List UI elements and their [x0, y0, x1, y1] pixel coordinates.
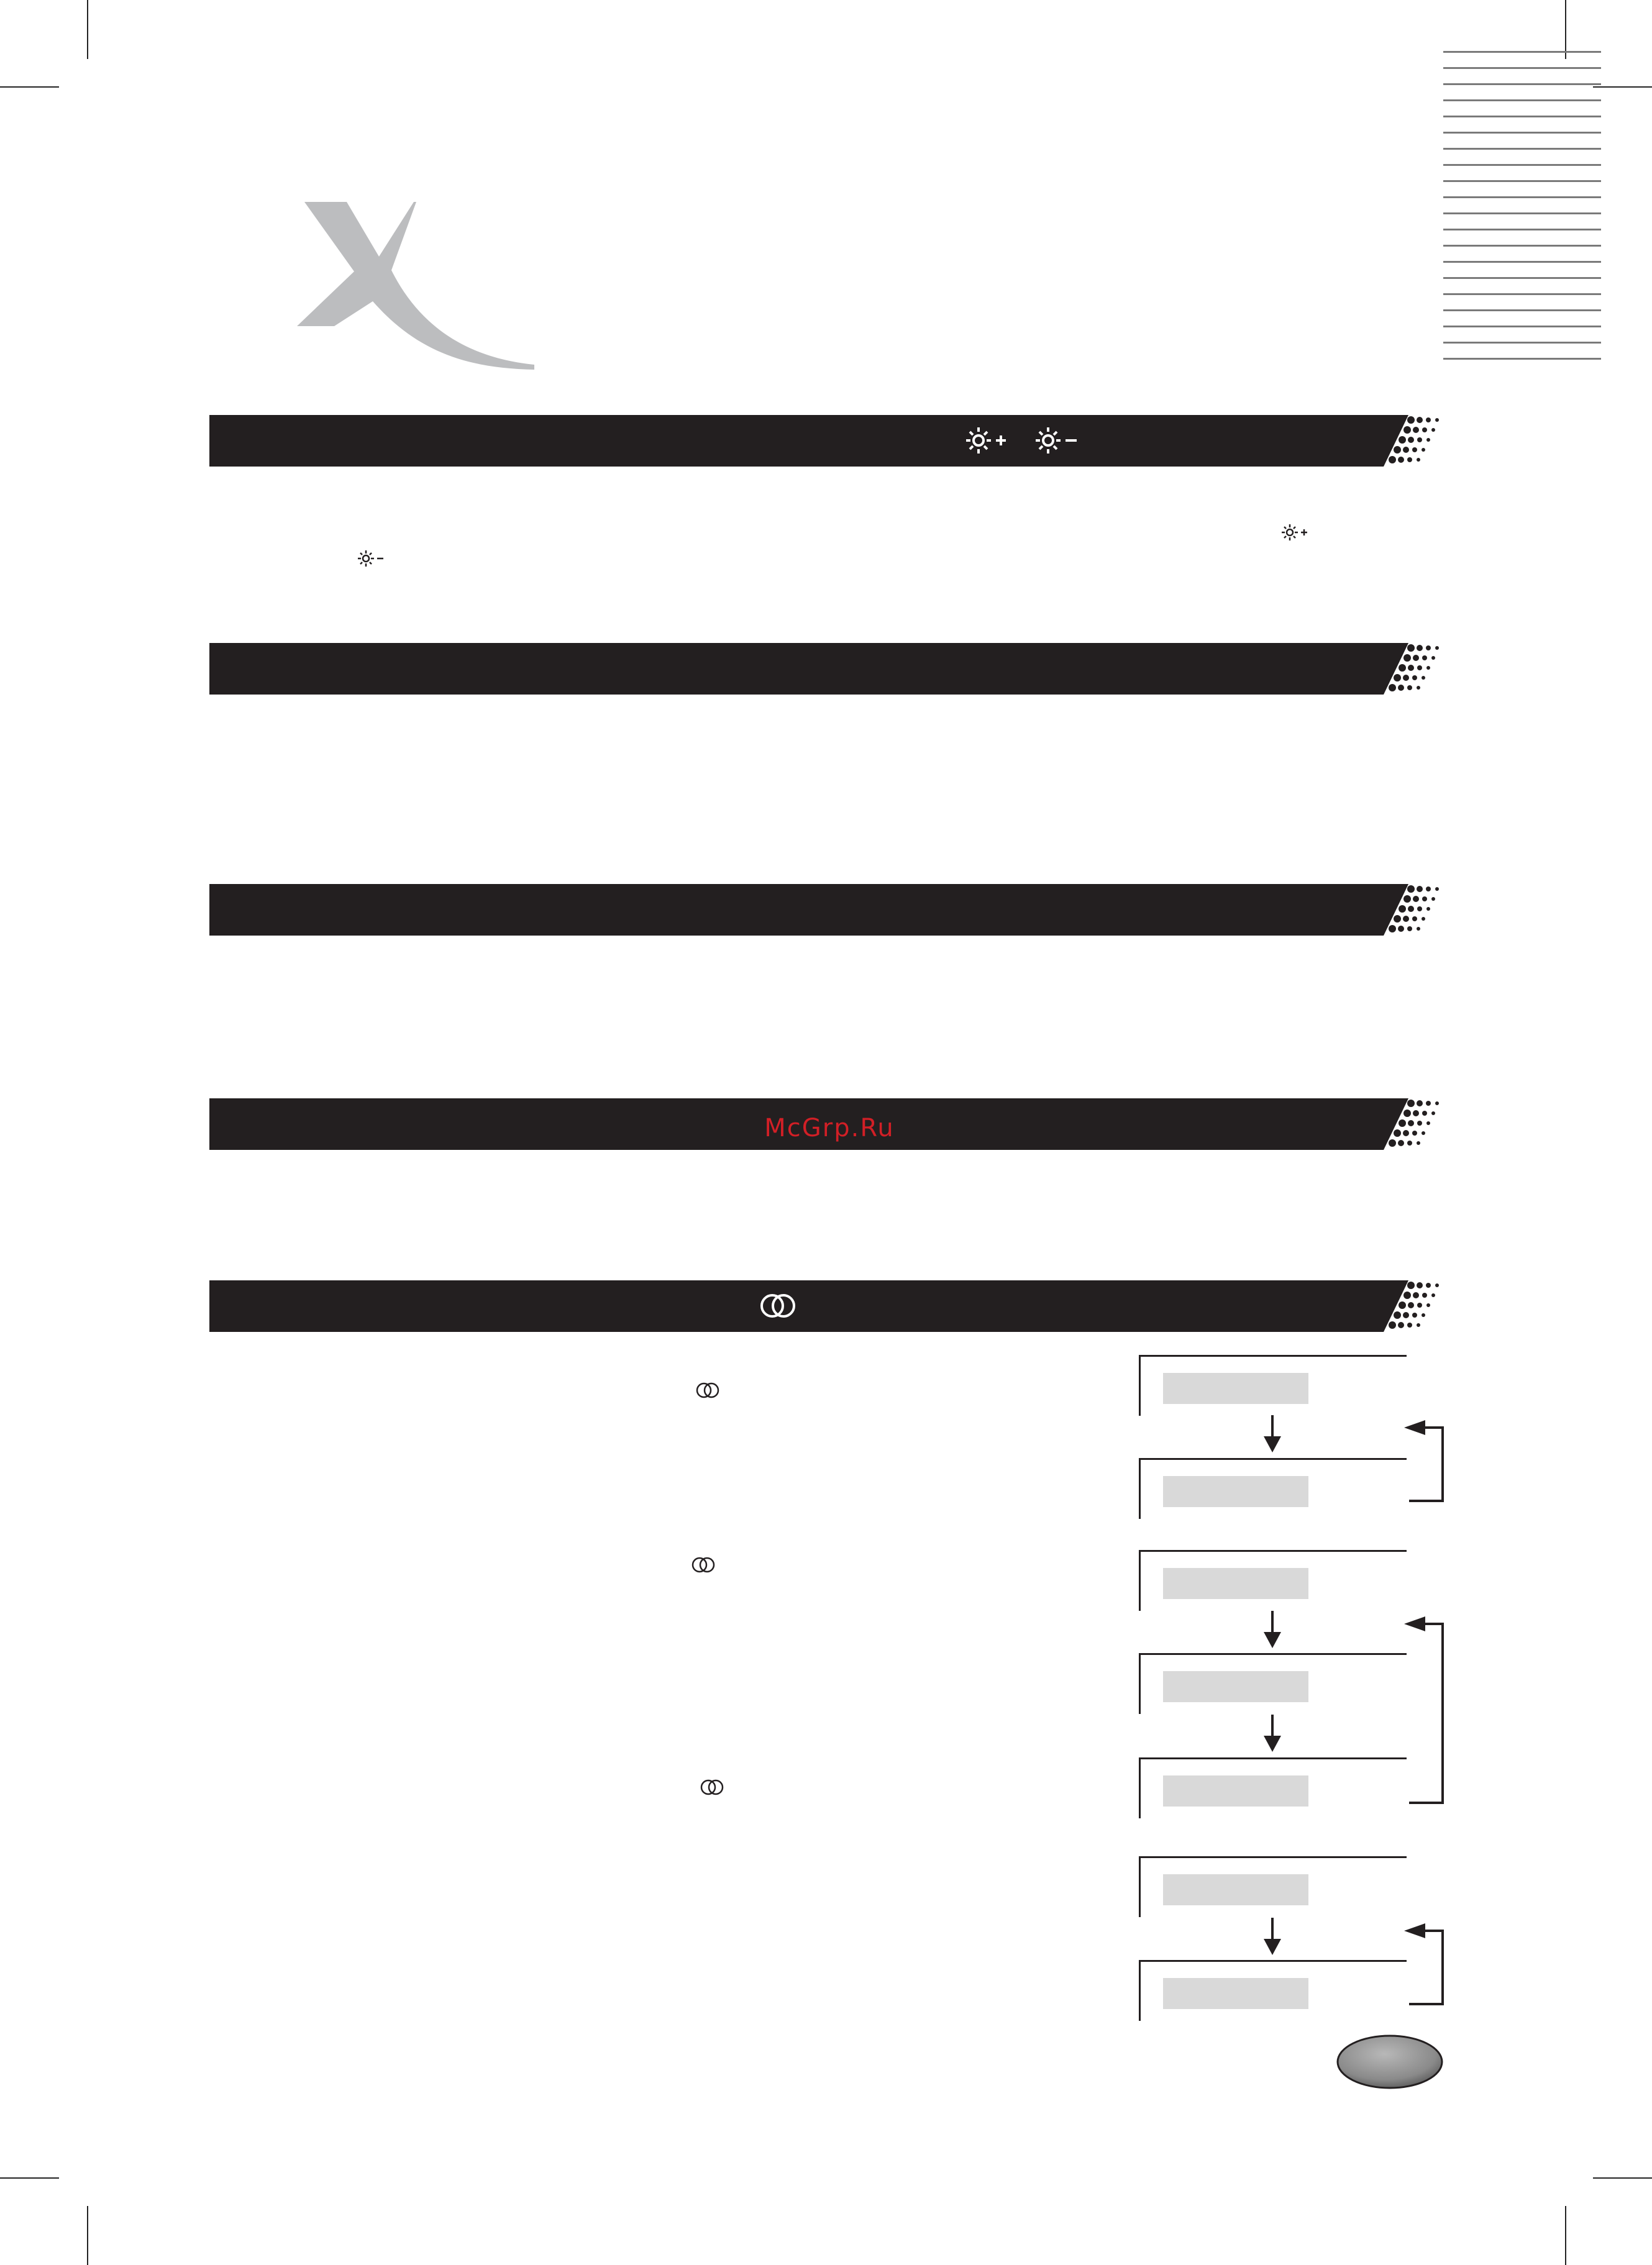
- display-box: [1139, 1856, 1407, 1917]
- brightness-up-icon: [966, 425, 1010, 459]
- display-box: [1139, 1653, 1407, 1714]
- loop-arrow-icon: [1404, 1416, 1446, 1503]
- stripe-tab: [0, 0, 1652, 373]
- dual-circle-icon: [756, 1290, 801, 1324]
- section-bar-2: [209, 643, 1384, 695]
- brightness-down-icon: [1036, 425, 1079, 459]
- crop-mark: [0, 2177, 59, 2179]
- display-box: [1139, 1550, 1407, 1611]
- crop-mark: [1565, 2206, 1566, 2265]
- halftone-dots: [1384, 643, 1443, 695]
- dual-circle-icon: [688, 1554, 718, 1579]
- halftone-dots: [1384, 1098, 1443, 1150]
- loop-arrow-icon: [1404, 1920, 1446, 2007]
- page-number-badge: [1335, 2033, 1445, 2091]
- down-arrow-icon: [1260, 1415, 1285, 1455]
- crop-mark: [1593, 2177, 1652, 2179]
- dual-circle-icon: [697, 1777, 727, 1801]
- watermark-text: McGrp.Ru: [764, 1114, 895, 1142]
- brightness-up-icon: [1282, 523, 1309, 545]
- brand-logo: [292, 202, 541, 370]
- display-box: [1139, 1757, 1407, 1818]
- display-box: [1139, 1960, 1407, 2021]
- down-arrow-icon: [1260, 1715, 1285, 1754]
- loop-arrow-icon: [1404, 1613, 1446, 1805]
- halftone-dots: [1384, 415, 1443, 467]
- section-bar-brightness: [209, 415, 1384, 467]
- dual-circle-icon: [693, 1380, 723, 1404]
- display-box: [1139, 1355, 1407, 1416]
- down-arrow-icon: [1260, 1918, 1285, 1957]
- section-bar-3: [209, 884, 1384, 936]
- display-box: [1139, 1458, 1407, 1519]
- crop-mark: [87, 2206, 88, 2265]
- down-arrow-icon: [1260, 1611, 1285, 1651]
- section-bar-dual-circle: [209, 1280, 1384, 1332]
- halftone-dots: [1384, 1280, 1443, 1332]
- halftone-dots: [1384, 884, 1443, 936]
- brightness-down-icon: [358, 549, 385, 571]
